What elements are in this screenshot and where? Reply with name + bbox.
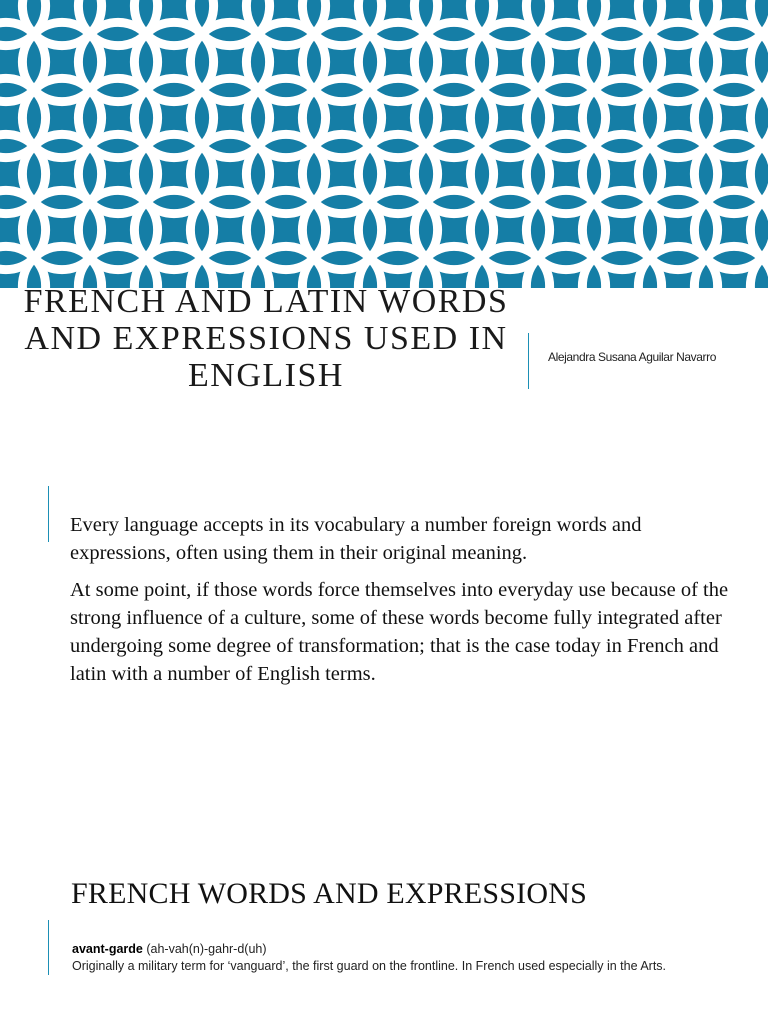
term-entry	[72, 941, 712, 975]
term-word: avant-garde	[72, 942, 143, 956]
author-name: Alejandra Susana Aguilar Navarro	[548, 350, 716, 364]
term-line	[72, 941, 712, 958]
interlocking-circles-pattern	[0, 0, 768, 288]
intro-paragraph: At some point, if those words force themselves into everyday use because of the strong influence of a culture, some of these words become fully integrated after undergoing some degree of transformation; that is the case today in French and latin with a number of English terms.	[70, 579, 729, 685]
intro-accent-bar	[48, 486, 49, 542]
term-definition: Originally a military term for ‘vanguard’, the first guard on the frontline. In French used especially in the Arts.	[72, 959, 667, 973]
section-heading: FRENCH WORDS AND EXPRESSIONS	[71, 877, 587, 910]
pattern-banner	[0, 0, 768, 288]
intro-paragraph: Every language accepts in its vocabulary a number foreign words and expressions, often using them in their original meaning.	[70, 514, 642, 564]
section-accent-bar	[48, 920, 49, 975]
intro-text	[70, 511, 730, 697]
title-divider	[528, 333, 529, 389]
slide-title: FRENCH AND LATIN WORDS AND EXPRESSIONS USED IN ENGLISH	[23, 283, 509, 394]
term-pronunciation: (ah-vah(n)-gahr-d(uh)	[146, 942, 267, 956]
